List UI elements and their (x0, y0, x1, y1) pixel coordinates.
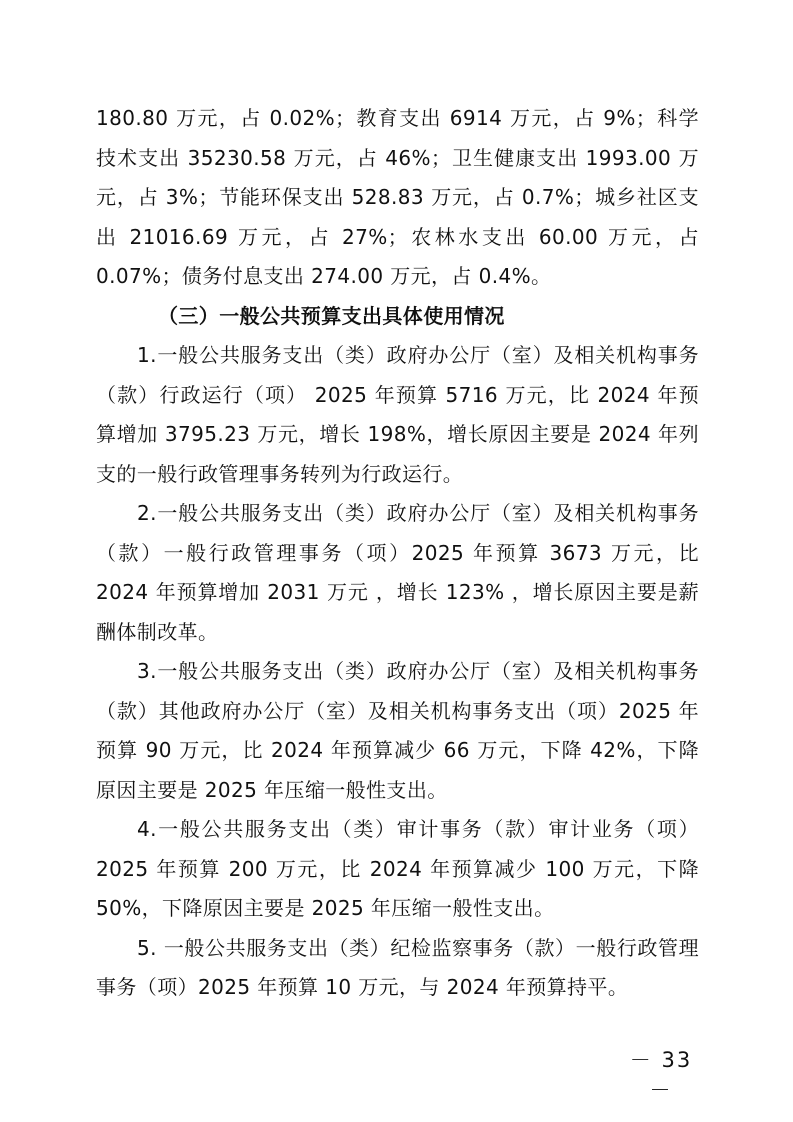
paragraph-3: 3.一般公共服务支出（类）政府办公厅（室）及相关机构事务（款）其他政府办公厅（室）及相关机构事务支出（项）2025 年预算 90 万元，比 2024 年预算减少 66 万元，下降 42%，下降原因主要是 2025 年压缩一般性支出。 (96, 659, 699, 802)
continued-paragraph: 180.80 万元，占 0.02%；教育支出 6914 万元，占 9%；科学技术支出 35230.58 万元，占 46%；卫生健康支出 1993.00 万元，占 3%；节能环保支出 528.83 万元，占 0.7%；城乡社区支出 21016.69 万元，占 27%；农林水支出 60.00 万元，占 0.07%；债务付息支出 274.00 万元，占 0.4%。 (96, 106, 699, 288)
paragraph-1: 1.一般公共服务支出（类）政府办公厅（室）及相关机构事务（款）行政运行（项） 2025 年预算 5716 万元，比 2024 年预算增加 3795.23 万元，增长 198%，增长原因主要是 2024 年列支的一般行政管理事务转列为行政运行。 (96, 343, 699, 486)
section-heading: （三）一般公共预算支出具体使用情况 (158, 303, 505, 328)
paragraph-5: 5. 一般公共服务支出（类）纪检监察事务（款）一般行政管理事务（项）2025 年预算 10 万元，与 2024 年预算持平。 (96, 935, 699, 999)
paragraph-4: 4.一般公共服务支出（类）审计事务（款）审计业务（项）2025 年预算 200 万元，比 2024 年预算减少 100 万元，下降 50%，下降原因主要是 2025 年压缩一般性支出。 (96, 817, 699, 920)
paragraph-2: 2.一般公共服务支出（类）政府办公厅（室）及相关机构事务（款）一般行政管理事务（项）2025 年预算 3673 万元，比 2024 年预算增加 2031 万元 ，增长 123% ，增长原因主要是薪酬体制改革。 (96, 501, 699, 644)
body-text (96, 99, 699, 1008)
page-number: － 33 － (629, 1048, 693, 1102)
